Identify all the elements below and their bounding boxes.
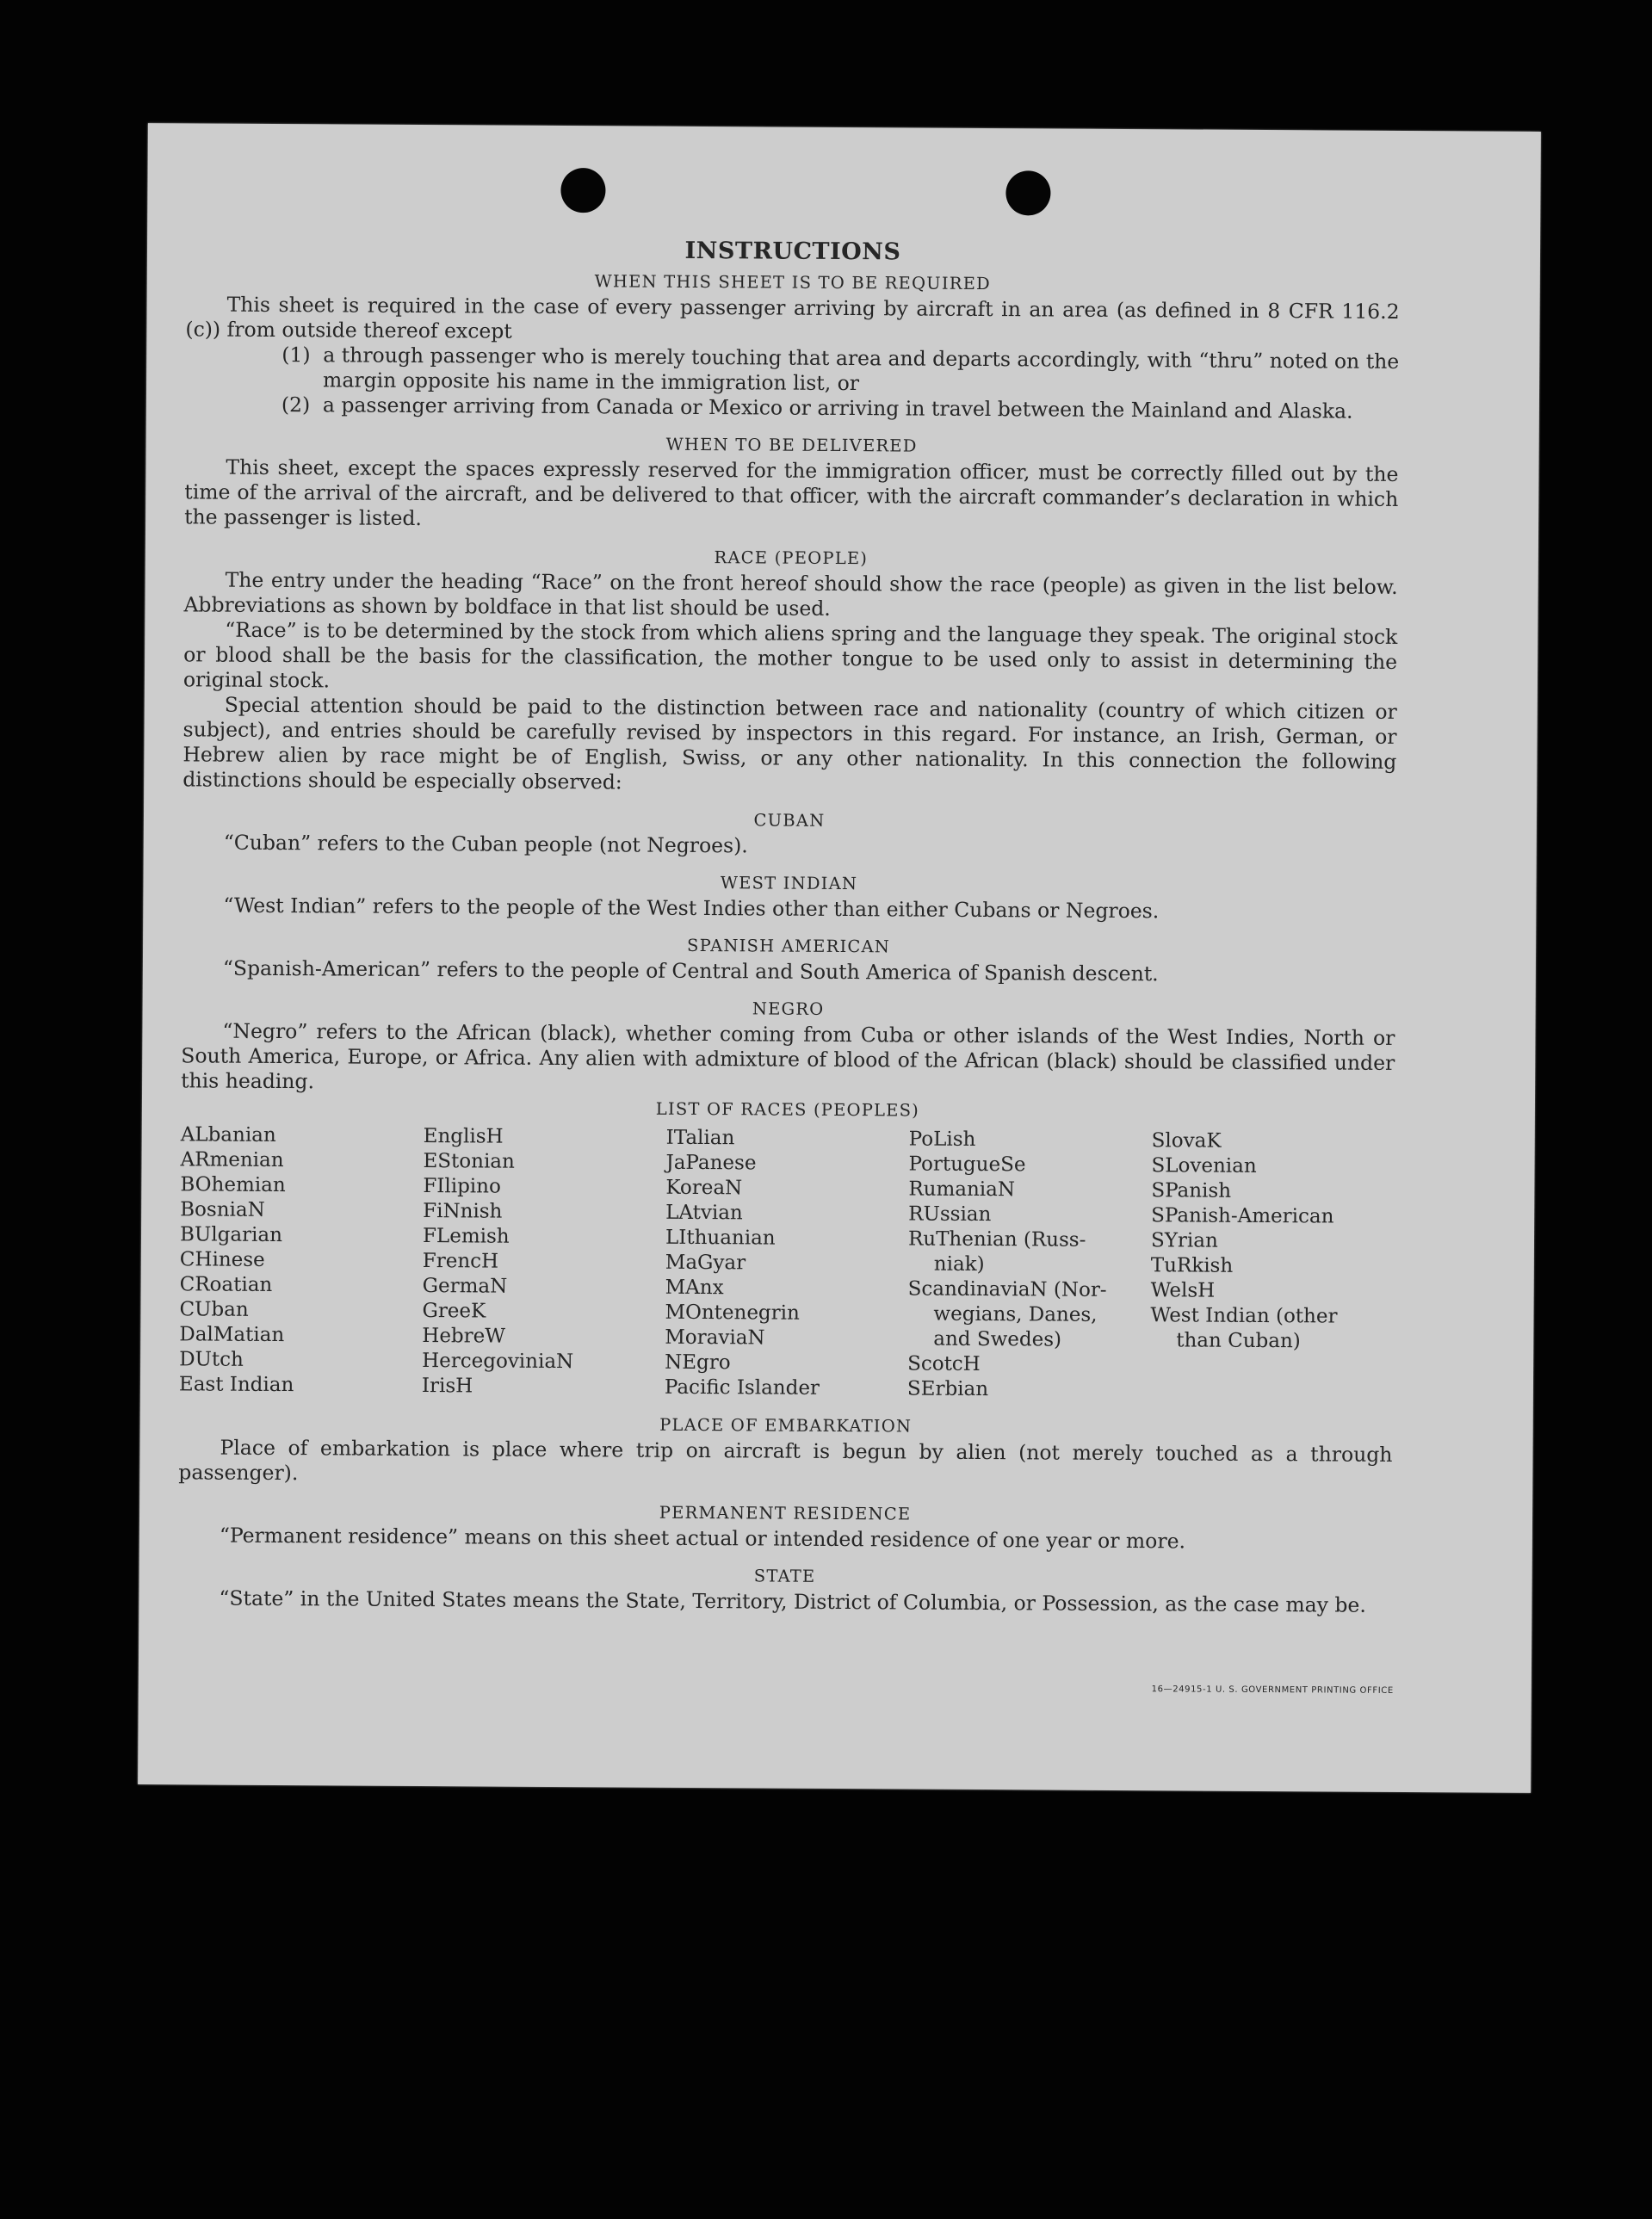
race-entry: SPanish-American: [1151, 1204, 1334, 1228]
races-column-2: [422, 1124, 666, 1400]
race-entry: TuRkish: [1150, 1254, 1234, 1277]
race-entry: NEgro: [665, 1351, 731, 1375]
race-entry: MOntenegrin: [665, 1301, 800, 1325]
race-entry: CUban: [179, 1298, 249, 1321]
race-entry: LAtvian: [665, 1201, 743, 1225]
race-entry: HebreW: [422, 1325, 506, 1348]
race-entry: BUlgarian: [179, 1223, 283, 1247]
section-heading-delivered: WHEN TO BE DELIVERED: [665, 434, 918, 456]
section-heading-embarkation: PLACE OF EMBARKATION: [659, 1414, 913, 1437]
race-entry: than Cuban): [1176, 1329, 1301, 1353]
section-text-delivered: This sheet, except the spaces expressly reserved for the immigration officer, must be correctly filled out by the time of the arrival of the aircraft, and be delivered to that officer, with the aircraft commander’s declaration in which the passenger is listed.: [184, 454, 1399, 531]
races-list: [179, 1122, 1395, 1405]
race-entry: BosniaN: [180, 1198, 265, 1221]
race-entry: FiNnish: [423, 1200, 503, 1223]
section-text-embarkation: Place of embarkation is place where trip on aircraft is begun by alien (not merely touched as a through passenger).: [178, 1435, 1393, 1486]
race-entry: MoraviaN: [665, 1326, 765, 1350]
punch-hole-left: [560, 168, 605, 213]
section-heading-west-indian: WEST INDIAN: [720, 873, 858, 894]
race-entry: GreeK: [422, 1300, 486, 1323]
exception-text: a passenger arriving from Canada or Mexico or arriving in travel between the Mainland and Alaska.: [322, 392, 1353, 423]
race-entry: DUtch: [179, 1348, 244, 1371]
race-entry: ALbanian: [180, 1123, 276, 1147]
instruction-sheet: [138, 123, 1541, 1793]
race-entry: EStonian: [423, 1150, 515, 1173]
race-entry: wegians, Danes,: [933, 1302, 1098, 1326]
race-entry: PoLish: [908, 1128, 976, 1151]
race-entry: ARmenian: [180, 1148, 284, 1172]
race-entry: BOhemian: [180, 1173, 286, 1197]
race-entry: FrencH: [422, 1250, 499, 1273]
race-entry: KoreaN: [665, 1176, 743, 1200]
race-entry: SYrian: [1150, 1229, 1218, 1252]
race-entry: RuThenian (Russ-: [907, 1227, 1086, 1252]
race-entry: ScandinaviaN (Nor-: [907, 1277, 1107, 1301]
race-entry: PortugueSe: [908, 1153, 1026, 1177]
race-entry: RUssian: [908, 1202, 992, 1227]
section-heading-spanish-american: SPANISH AMERICAN: [686, 935, 891, 957]
race-entry: DalMatian: [179, 1323, 285, 1347]
race-entry: EnglisH: [423, 1125, 504, 1148]
races-column-5: [1150, 1128, 1395, 1405]
section-text-spanish-american: “Spanish-American” refers to the people of Central and South America of Spanish descent.: [222, 955, 1159, 986]
exception-number: (2): [281, 392, 311, 417]
section-text-state: “State” in the United States means the State, Territory, District of Columbia, or Possession, as the case may be.: [219, 1585, 1366, 1617]
section-text-negro: “Negro” refers to the African (black), whether coming from Cuba or other islands of the West Indies, North or South America, Europe, or Africa. Any alien with admixture of blood of the African (black) should be classified under this heading.: [181, 1018, 1395, 1094]
race-entry: FIlipino: [423, 1175, 501, 1198]
race-entry: SlovaK: [1151, 1129, 1222, 1153]
printing-office-imprint: 16—24915-1 U. S. GOVERNMENT PRINTING OFFICE: [1151, 1684, 1394, 1696]
race-entry: IrisH: [421, 1375, 473, 1398]
section-heading-cuban: CUBAN: [753, 810, 826, 831]
document-title: INSTRUCTIONS: [684, 237, 901, 266]
race-entry: SErbian: [906, 1377, 989, 1401]
section-heading-state: STATE: [753, 1566, 816, 1586]
races-column-4: [907, 1127, 1152, 1403]
race-entry: JaPanese: [665, 1151, 757, 1175]
race-paragraph-1: The entry under the heading “Race” on the front hereof should show the race (people) as given in the list below. Abbreviations as shown by boldface in that list should be used.: [183, 567, 1398, 621]
race-entry: MaGyar: [665, 1251, 746, 1275]
races-column-1: [179, 1122, 424, 1399]
punch-hole-right: [1005, 170, 1050, 215]
section-heading-residence: PERMANENT RESIDENCE: [659, 1502, 912, 1524]
race-paragraph-3: Special attention should be paid to the distinction between race and nationality (country of which citizen or subject), and entries should be carefully revised by inspectors in this regard. For instance, an Irish, German, or Hebrew alien by race might be of English, Swiss, or any other nationality. In this connection the following distinctions should be especially observed:: [183, 692, 1397, 794]
exception-item-1: [282, 343, 1399, 399]
race-entry: LIthuanian: [665, 1226, 776, 1250]
section-text-cuban: “Cuban” refers to the Cuban people (not Negroes).: [223, 830, 748, 858]
section-heading-race: RACE (PEOPLE): [714, 547, 869, 569]
document-body: [177, 235, 1400, 1618]
race-entry: MAnx: [665, 1276, 724, 1300]
race-paragraph-2: “Race” is to be determined by the stock from which aliens spring and the language they speak. The original stock or blood shall be the basis for the classification, the mother tongue to be used only to assist in determining the original stock.: [183, 617, 1398, 693]
section-heading-required: WHEN THIS SHEET IS TO BE REQUIRED: [594, 271, 991, 294]
race-entry: WelsH: [1150, 1279, 1216, 1302]
race-entry: CHinese: [179, 1248, 265, 1271]
exception-text: a through passenger who is merely touching that area and departs accordingly, with “thru” noted on the margin opposite his name in the immigration list, or: [323, 343, 1400, 396]
race-entry: West Indian (other: [1150, 1304, 1338, 1328]
race-entry: GermaN: [422, 1275, 508, 1298]
race-entry: niak): [933, 1252, 985, 1276]
race-entry: FLemish: [422, 1225, 510, 1248]
race-entry: Pacific Islander: [664, 1375, 820, 1400]
race-entry: SPanish: [1151, 1179, 1232, 1202]
race-entry: East Indian: [178, 1373, 294, 1397]
list-of-races-heading: LIST OF RACES (PEOPLES): [655, 1098, 920, 1121]
race-entry: and Swedes): [933, 1327, 1062, 1351]
race-entry: ITalian: [665, 1126, 735, 1150]
section-heading-negro: NEGRO: [752, 998, 825, 1019]
exception-number: (1): [282, 343, 311, 368]
section-text-required: This sheet is required in the case of every passenger arriving by aircraft in an area (as defined in 8 CFR 116.2 (c)) from outside thereof except: [185, 292, 1400, 343]
race-entry: RumaniaN: [908, 1177, 1016, 1202]
race-entry: CRoatian: [179, 1273, 273, 1296]
section-text-west-indian: “West Indian” refers to the people of the West Indies other than either Cubans or Negroes.: [223, 893, 1160, 924]
race-entry: HercegoviniaN: [422, 1350, 574, 1374]
races-column-3: [665, 1126, 909, 1402]
race-entry: ScotcH: [907, 1352, 981, 1376]
section-text-residence: “Permanent residence” means on this sheet actual or intended residence of one year or more.: [219, 1523, 1186, 1554]
race-entry: SLovenian: [1151, 1154, 1257, 1177]
